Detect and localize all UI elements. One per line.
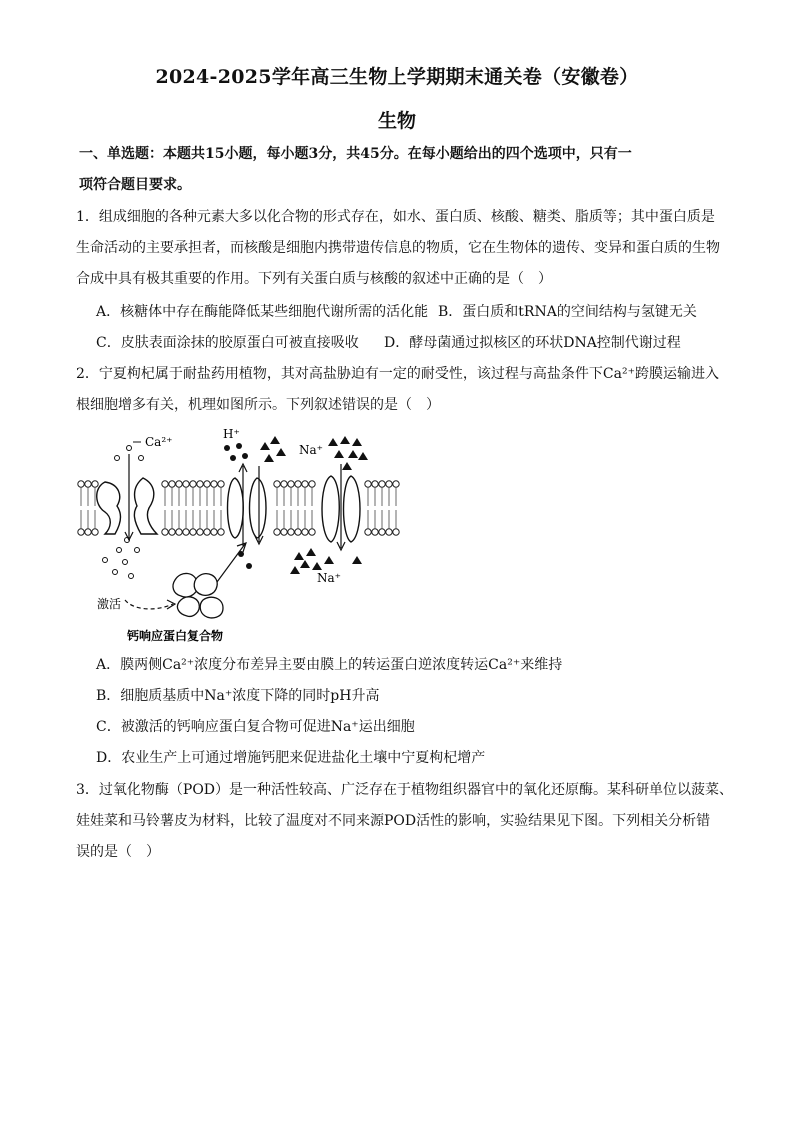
sodium-bottom-label: Na⁺ xyxy=(317,571,341,585)
lipid-head xyxy=(274,481,280,487)
lipid-head xyxy=(379,481,385,487)
proton-label: H⁺ xyxy=(223,427,240,441)
lipid-head xyxy=(85,529,91,535)
calcium-channel-protein xyxy=(97,478,157,534)
activation-arrow xyxy=(125,600,173,609)
lipid-head xyxy=(309,529,315,535)
q1-option-d[interactable]: D．酵母菌通过拟核区的环状DNA控制代谢过程 xyxy=(384,335,681,351)
subject-title: 生物 xyxy=(377,110,416,132)
lipid-head xyxy=(302,481,308,487)
sodium-proton-antiporter xyxy=(228,478,267,538)
lipid-head xyxy=(211,481,217,487)
lipid-head xyxy=(281,529,287,535)
question-line: 2．宁夏枸杞属于耐盐药用植物，其对高盐胁迫有一定的耐受性，该过程与高盐条件下Ca²⁺跨膜运输进入 xyxy=(76,366,719,382)
lipid-head xyxy=(372,529,378,535)
lipid-head xyxy=(309,481,315,487)
activate-label: 激活 xyxy=(97,597,122,611)
lipid-head xyxy=(295,529,301,535)
lipid-head xyxy=(176,529,182,535)
lipid-head xyxy=(281,481,287,487)
membrane-transport-diagram xyxy=(75,416,405,648)
lipid-head xyxy=(169,529,175,535)
exam-title: 2024-2025学年高三生物上学期期末通关卷（安徽卷） xyxy=(155,66,639,88)
lipid-head xyxy=(92,481,98,487)
lipid-head xyxy=(78,529,84,535)
lipid-head xyxy=(218,481,224,487)
lipid-head xyxy=(386,529,392,535)
lipid-head xyxy=(176,481,182,487)
lipid-head xyxy=(85,481,91,487)
lipid-head xyxy=(78,481,84,487)
section-heading-line: 项符合题目要求。 xyxy=(79,177,191,193)
question-line: 1．组成细胞的各种元素大多以化合物的形式存在，如水、蛋白质、核酸、糖类、脂质等；其中蛋白质是 xyxy=(76,209,715,225)
lipid-head xyxy=(288,529,294,535)
question-line: 误的是（ ） xyxy=(76,844,160,860)
question-3-stem xyxy=(76,775,736,868)
question-line: 娃娃菜和马铃薯皮为材料，比较了温度对不同来源POD活性的影响，实验结果见下图。下列相关分析错 xyxy=(76,813,711,829)
calcium-label: Ca²⁺ xyxy=(145,435,173,449)
question-line: 根细胞增多有关，机理如图所示。下列叙述错误的是（ ） xyxy=(76,397,440,413)
lipid-head xyxy=(372,481,378,487)
question-1-stem xyxy=(76,202,736,295)
q1-option-b[interactable]: B．蛋白质和tRNA的空间结构与氢键无关 xyxy=(438,304,697,320)
section-heading xyxy=(79,139,729,201)
calcium-response-complex xyxy=(173,573,223,618)
lipid-head xyxy=(197,529,203,535)
q1-option-c[interactable]: C．皮肤表面涂抹的胶原蛋白可被直接吸收 xyxy=(96,335,359,351)
question-line: 生命活动的主要承担者，而核酸是细胞内携带遗传信息的物质，它在生物体的遗传、变异和蛋白质的生物 xyxy=(76,240,720,256)
lipid-head xyxy=(183,481,189,487)
lipid-head xyxy=(204,481,210,487)
lipid-head xyxy=(211,529,217,535)
sodium-top-label: Na⁺ xyxy=(299,443,323,457)
lipid-head xyxy=(218,529,224,535)
lipid-head xyxy=(379,529,385,535)
section-heading-line: 一、单选题：本题共15小题，每小题3分，共45分。在每小题给出的四个选项中，只有一 xyxy=(79,146,632,162)
lipid-head xyxy=(393,481,399,487)
question-2-stem xyxy=(76,359,736,421)
q1-option-a[interactable]: A．核糖体中存在酶能降低某些细胞代谢所需的活化能 xyxy=(96,304,429,320)
lipid-head xyxy=(190,529,196,535)
lipid-head xyxy=(162,481,168,487)
q2-option-a[interactable]: A．膜两侧Ca²⁺浓度分布差异主要由膜上的转运蛋白逆浓度转运Ca²⁺来维持 xyxy=(96,657,563,673)
lipid-head xyxy=(183,529,189,535)
question-line: 合成中具有极其重要的作用。下列有关蛋白质与核酸的叙述中正确的是（ ） xyxy=(76,271,552,287)
lipid-head xyxy=(365,529,371,535)
lipid-head xyxy=(393,529,399,535)
lipid-head xyxy=(288,481,294,487)
lipid-head xyxy=(204,529,210,535)
lipid-head xyxy=(386,481,392,487)
complex-label: 钙响应蛋白复合物 xyxy=(127,629,224,643)
lipid-head xyxy=(92,529,98,535)
q2-option-c[interactable]: C．被激活的钙响应蛋白复合物可促进Na⁺运出细胞 xyxy=(96,719,415,735)
lipid-head xyxy=(365,481,371,487)
question-line: 3．过氧化物酶（POD）是一种活性较高、广泛存在于植物组织器官中的氧化还原酶。某科研单位以菠菜、 xyxy=(76,782,734,798)
lipid-head xyxy=(295,481,301,487)
lipid-head xyxy=(274,529,280,535)
q2-option-d[interactable]: D．农业生产上可通过增施钙肥来促进盐化土壤中宁夏枸杞增产 xyxy=(96,750,486,766)
lipid-head xyxy=(169,481,175,487)
lipid-head xyxy=(302,529,308,535)
lipid-head xyxy=(197,481,203,487)
q2-option-b[interactable]: B．细胞质基质中Na⁺浓度下降的同时pH升高 xyxy=(96,688,380,704)
lipid-head xyxy=(190,481,196,487)
lipid-head xyxy=(162,529,168,535)
